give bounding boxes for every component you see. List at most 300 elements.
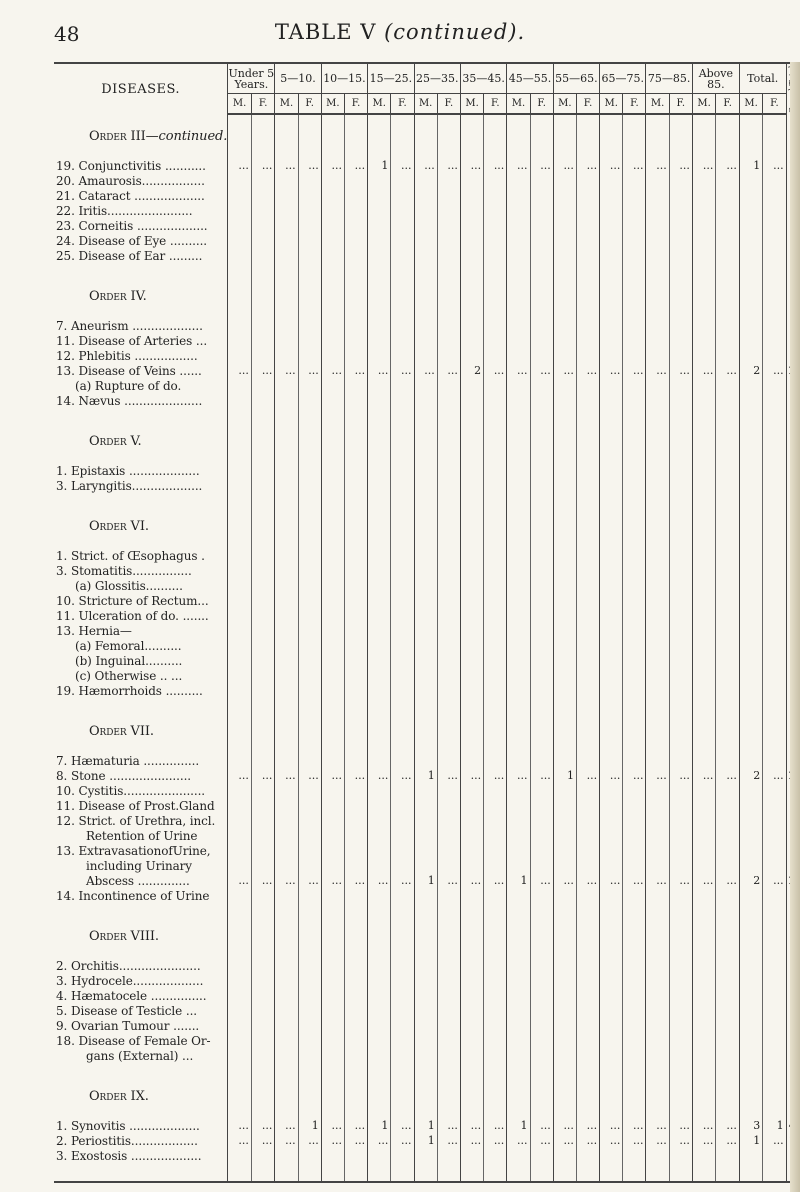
disease-label: 13. Disease of Veins ...... [54,363,228,378]
empty-cell [553,753,576,768]
empty-cell [600,548,623,563]
empty-cell [228,519,252,534]
empty-cell [437,188,460,203]
empty-cell [321,798,344,813]
empty-cell [739,478,762,493]
empty-cell: ... [692,1133,716,1148]
empty-cell [553,798,576,813]
empty-cell: ... [530,363,553,378]
empty-cell [460,188,483,203]
empty-cell [716,988,739,1003]
empty-cell [414,188,437,203]
spacer-row [54,739,800,753]
empty-cell [716,233,739,248]
empty-cell [576,393,599,408]
empty-cell [623,218,646,233]
value-cell: 1 [414,1133,437,1148]
empty-cell [275,348,298,363]
empty-cell [391,1089,414,1104]
disease-label: including Urinary [54,858,228,873]
empty-cell [692,1003,716,1018]
empty-cell: ... [437,873,460,888]
empty-cell [716,203,739,218]
empty-cell [298,478,321,493]
empty-cell [275,798,298,813]
empty-cell [507,958,530,973]
disease-row [54,478,800,493]
empty-cell [716,333,739,348]
empty-cell [623,753,646,768]
empty-cell [507,333,530,348]
empty-cell [321,753,344,768]
empty-cell [600,188,623,203]
empty-cell [228,129,252,144]
empty-cell [391,434,414,449]
empty-cell [553,973,576,988]
empty-cell [716,129,739,144]
empty-cell [692,318,716,333]
empty-cell [437,638,460,653]
empty-cell [553,233,576,248]
empty-cell: ... [391,873,414,888]
empty-cell [669,888,692,903]
empty-cell [251,638,275,653]
empty-cell [576,348,599,363]
empty-cell [460,653,483,668]
empty-cell [391,858,414,873]
empty-cell [507,129,530,144]
empty-cell [414,783,437,798]
empty-cell [646,858,669,873]
disease-label: 3. Laryngitis................... [54,478,228,493]
empty-cell [600,393,623,408]
empty-cell [553,623,576,638]
empty-cell [321,289,344,304]
empty-cell [739,608,762,623]
empty-cell [623,653,646,668]
empty-cell [321,1033,344,1048]
empty-cell [275,1003,298,1018]
empty-cell [763,188,786,203]
disease-row [54,638,800,653]
empty-cell [623,593,646,608]
empty-cell [576,233,599,248]
empty-cell [623,828,646,843]
empty-cell: ... [275,1133,298,1148]
empty-cell [739,593,762,608]
empty-cell [437,1089,460,1104]
empty-cell [739,888,762,903]
empty-cell [437,218,460,233]
spacer-row [54,903,800,929]
empty-cell: ... [669,1118,692,1133]
empty-cell [692,519,716,534]
disease-row [54,173,800,188]
empty-cell [228,478,252,493]
empty-cell [716,548,739,563]
empty-cell [275,1018,298,1033]
empty-cell [460,248,483,263]
spacer-row [54,493,800,519]
empty-cell [530,858,553,873]
empty-cell [669,1089,692,1104]
empty-cell [669,203,692,218]
spacer-row [54,698,800,724]
empty-cell [228,1018,252,1033]
age-group-header: 65—75. [600,63,646,94]
empty-cell [484,333,507,348]
empty-cell [692,623,716,638]
spacer-row [54,114,800,129]
empty-cell [391,683,414,698]
empty-cell [344,248,367,263]
empty-cell [739,843,762,858]
disease-row [54,333,800,348]
empty-cell [437,798,460,813]
empty-cell [414,218,437,233]
male-column-header: M. [553,94,576,114]
disease-label: 12. Strict. of Urethra, incl. [54,813,228,828]
empty-cell [669,129,692,144]
empty-cell: ... [228,768,252,783]
empty-cell [623,434,646,449]
empty-cell [344,724,367,739]
empty-cell: ... [228,1133,252,1148]
empty-cell [460,958,483,973]
empty-cell [484,129,507,144]
empty-cell [646,378,669,393]
empty-cell [507,173,530,188]
empty-cell [251,318,275,333]
empty-cell [530,1089,553,1104]
empty-cell [623,668,646,683]
empty-cell: ... [716,1133,739,1148]
empty-cell [484,638,507,653]
empty-cell [739,129,762,144]
empty-cell [553,683,576,698]
empty-cell [530,668,553,683]
disease-row [54,1148,800,1163]
empty-cell [530,929,553,944]
empty-cell [623,988,646,1003]
empty-cell [275,1089,298,1104]
disease-row [54,858,800,873]
empty-cell [228,218,252,233]
empty-cell [669,233,692,248]
empty-cell [344,478,367,493]
empty-cell [298,348,321,363]
empty-cell [763,958,786,973]
empty-cell [763,813,786,828]
empty-cell [275,173,298,188]
empty-cell [437,318,460,333]
empty-cell [507,783,530,798]
empty-cell [391,393,414,408]
empty-cell [275,333,298,348]
empty-cell [669,783,692,798]
empty-cell [368,724,391,739]
empty-cell [600,724,623,739]
empty-cell [646,463,669,478]
section-title-suffix: continued. [158,129,228,145]
empty-cell: ... [669,768,692,783]
empty-cell [275,129,298,144]
disease-label: Retention of Urine [54,828,228,843]
empty-cell [460,724,483,739]
empty-cell [368,828,391,843]
empty-cell [530,318,553,333]
empty-cell [646,668,669,683]
empty-cell [600,218,623,233]
empty-cell [739,858,762,873]
empty-cell [344,463,367,478]
empty-cell [669,753,692,768]
empty-cell [321,173,344,188]
empty-cell [692,578,716,593]
empty-cell [576,638,599,653]
empty-cell [646,608,669,623]
empty-cell [576,1018,599,1033]
empty-cell [623,958,646,973]
empty-cell [716,888,739,903]
empty-cell [414,1018,437,1033]
empty-cell [437,668,460,683]
empty-cell [368,783,391,798]
empty-cell: ... [763,873,786,888]
empty-cell [646,563,669,578]
empty-cell [414,1048,437,1063]
empty-cell [391,783,414,798]
empty-cell [484,828,507,843]
empty-cell [646,1033,669,1048]
empty-cell [460,1003,483,1018]
empty-cell [576,1003,599,1018]
value-cell: 2 [460,363,483,378]
empty-cell [344,578,367,593]
empty-cell: ... [251,158,275,173]
empty-cell [275,378,298,393]
empty-cell [228,333,252,348]
empty-cell [576,463,599,478]
empty-cell [251,1033,275,1048]
empty-cell [275,958,298,973]
empty-cell [507,623,530,638]
empty-cell [507,593,530,608]
empty-cell [251,798,275,813]
empty-cell [553,888,576,903]
disease-row [54,348,800,363]
empty-cell [623,1089,646,1104]
empty-cell [716,188,739,203]
empty-cell [739,638,762,653]
disease-row [54,828,800,843]
empty-cell [251,463,275,478]
empty-cell [484,563,507,578]
empty-cell [553,813,576,828]
empty-cell [763,478,786,493]
empty-cell [669,929,692,944]
empty-cell [600,478,623,493]
empty-cell [251,548,275,563]
empty-cell [669,858,692,873]
disease-row [54,768,800,783]
empty-cell [298,1003,321,1018]
empty-cell [692,1033,716,1048]
empty-cell: ... [368,768,391,783]
empty-cell [368,813,391,828]
empty-cell [298,1048,321,1063]
empty-cell [763,843,786,858]
empty-cell [251,828,275,843]
empty-cell [368,668,391,683]
empty-cell [484,843,507,858]
disease-label: 7. Hæmaturia ............... [54,753,228,768]
empty-cell [228,843,252,858]
empty-cell [228,668,252,683]
empty-cell [275,393,298,408]
empty-cell [484,1048,507,1063]
empty-cell [414,233,437,248]
empty-cell: ... [391,363,414,378]
section-title-row [54,519,800,534]
empty-cell [576,888,599,903]
empty-cell [669,828,692,843]
empty-cell [321,129,344,144]
empty-cell [600,683,623,698]
empty-cell [576,1089,599,1104]
empty-cell [739,218,762,233]
empty-cell [507,519,530,534]
empty-cell [344,1089,367,1104]
empty-cell [391,653,414,668]
empty-cell [484,1148,507,1163]
empty-cell [623,798,646,813]
empty-cell [669,333,692,348]
empty-cell [228,929,252,944]
empty-cell [553,593,576,608]
empty-cell [321,783,344,798]
empty-cell [646,1018,669,1033]
empty-cell [692,828,716,843]
empty-cell: ... [460,873,483,888]
disease-row [54,783,800,798]
empty-cell [414,173,437,188]
empty-cell [739,929,762,944]
empty-cell [530,608,553,623]
empty-cell: ... [484,873,507,888]
empty-cell [600,638,623,653]
empty-cell [600,1033,623,1048]
empty-cell [298,1148,321,1163]
empty-cell [623,563,646,578]
empty-cell [321,218,344,233]
empty-cell [623,289,646,304]
empty-cell: ... [716,363,739,378]
male-column-header: M. [321,94,344,114]
empty-cell [553,653,576,668]
empty-cell [437,129,460,144]
empty-cell [739,653,762,668]
empty-cell: ... [507,158,530,173]
empty-cell [507,828,530,843]
empty-cell [437,858,460,873]
disease-label: 25. Disease of Ear ......... [54,248,228,263]
empty-cell [275,753,298,768]
empty-cell [298,233,321,248]
empty-cell [437,478,460,493]
empty-cell [669,623,692,638]
empty-cell [716,828,739,843]
empty-cell [344,973,367,988]
disease-row [54,393,800,408]
empty-cell [414,478,437,493]
empty-cell [763,724,786,739]
empty-cell [484,318,507,333]
empty-cell [553,218,576,233]
empty-cell [228,653,252,668]
empty-cell [228,683,252,698]
empty-cell [251,683,275,698]
empty-cell [368,988,391,1003]
empty-cell [414,813,437,828]
section-title: Order VIII. [54,929,228,944]
empty-cell [391,478,414,493]
empty-cell [344,753,367,768]
disease-row [54,318,800,333]
empty-cell: ... [321,158,344,173]
empty-cell [600,843,623,858]
empty-cell [368,434,391,449]
empty-cell [228,548,252,563]
empty-cell: ... [623,1133,646,1148]
disease-row [54,888,800,903]
empty-cell [763,783,786,798]
empty-cell [507,378,530,393]
empty-cell [344,434,367,449]
empty-cell: ... [298,768,321,783]
disease-label: 8. Stone ...................... [54,768,228,783]
empty-cell [414,929,437,944]
empty-cell [484,578,507,593]
empty-cell [530,798,553,813]
empty-cell [228,958,252,973]
empty-cell [739,173,762,188]
empty-cell [716,173,739,188]
empty-cell [623,233,646,248]
empty-cell [553,578,576,593]
empty-cell [368,683,391,698]
disease-label: 13. ExtravasationofUrine, [54,843,228,858]
empty-cell: ... [298,873,321,888]
disease-label: 2. Periostitis.................. [54,1133,228,1148]
empty-cell [251,188,275,203]
empty-cell [600,289,623,304]
empty-cell [692,548,716,563]
empty-cell [669,348,692,363]
empty-cell [576,858,599,873]
female-column-header: F. [344,94,367,114]
disease-row [54,158,800,173]
empty-cell [692,563,716,578]
empty-cell [414,519,437,534]
empty-cell [228,348,252,363]
empty-cell [692,173,716,188]
empty-cell [669,973,692,988]
empty-cell [553,203,576,218]
empty-cell [460,798,483,813]
empty-cell [275,638,298,653]
empty-cell [321,578,344,593]
